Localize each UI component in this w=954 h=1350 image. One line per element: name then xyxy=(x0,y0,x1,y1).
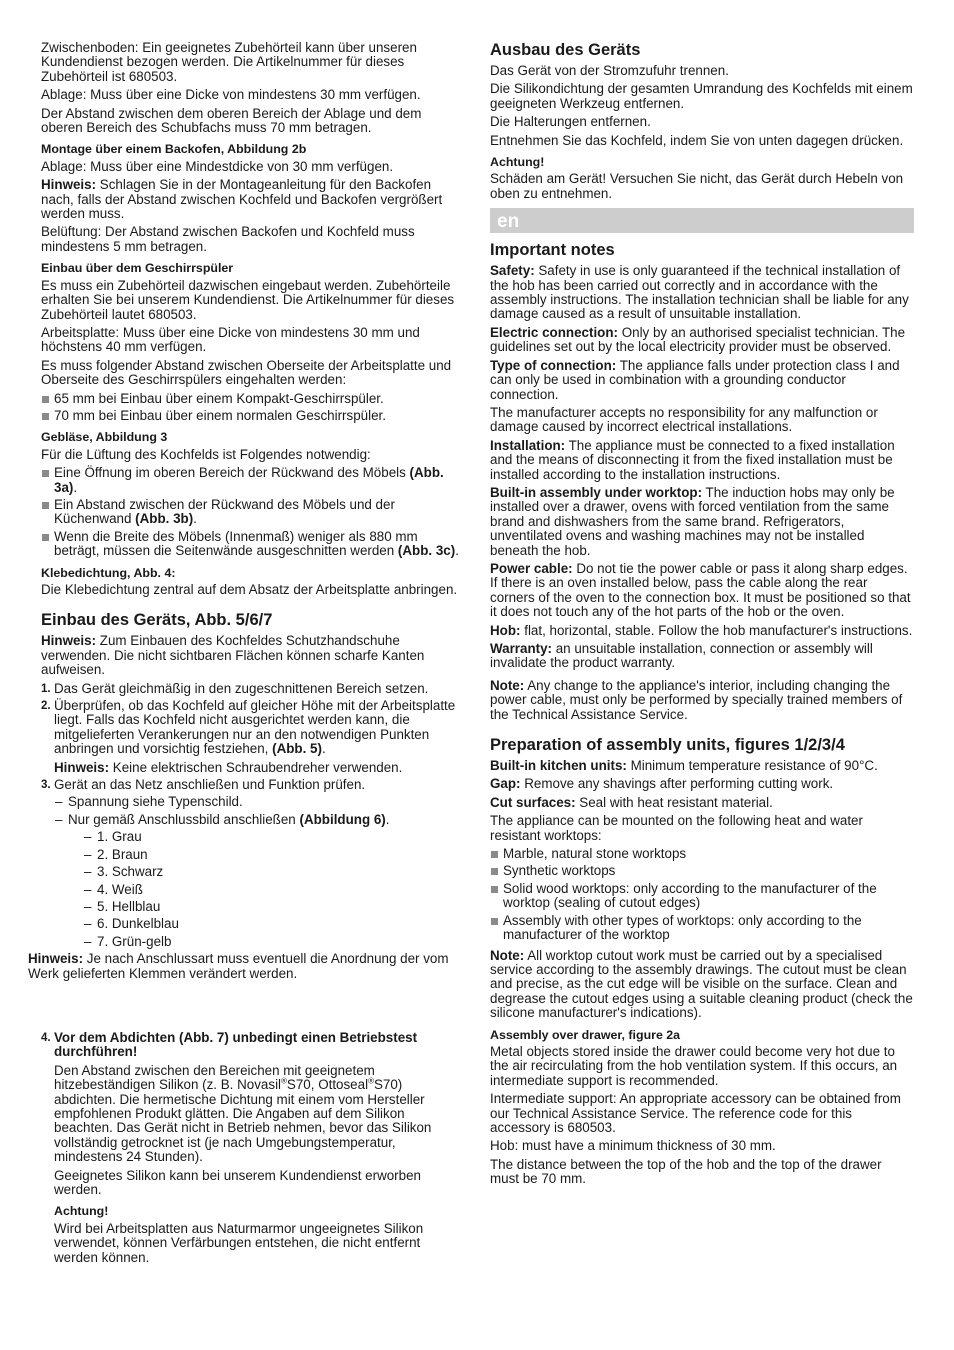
removal-text: Entnehmen Sie das Kochfeld, indem Sie von unten dagegen drücken. xyxy=(490,132,904,148)
item-text: Ein Abstand zwischen der Rückwand des Möbels und der Küchenwand xyxy=(54,496,395,527)
removal-caution-heading: Achtung! xyxy=(490,155,545,170)
note-label: Type of connection: xyxy=(490,357,617,373)
note-text: Minimum temperature resistance of 90°C. xyxy=(626,758,878,774)
note-text: All worktop cutout work must be carried out by a specialised service according to the assembly drawings. The cutout must be clean and precise, as the cut edge will be visible on the surface. Clean and degrease the cutout edges using a suitable cleaning product (check the silicone manufacturer's indications). xyxy=(490,947,913,1021)
language-bar: en xyxy=(490,208,914,233)
note-text: Remove any shavings after performing cutting work. xyxy=(520,776,834,792)
note-label: Safety: xyxy=(490,263,535,279)
left-column-bottom xyxy=(41,1031,465,1269)
note-text: Seal with heat resistant material. xyxy=(575,794,773,810)
list-item xyxy=(41,530,465,559)
note-paragraph xyxy=(490,562,914,620)
step-2-note xyxy=(54,761,465,775)
item-text: Nur gemäß Anschlussbild anschließen xyxy=(68,811,300,827)
install-heading: Einbau des Geräts, Abb. 5/6/7 xyxy=(41,611,273,630)
preparation-heading: Preparation of assembly units, figures 1/2/3/4 xyxy=(490,736,845,755)
oven-heading: Montage über einem Backofen, Abbildung 2b xyxy=(41,142,307,157)
note-label: Built-in kitchen units: xyxy=(490,758,627,774)
step-end: . xyxy=(321,741,326,757)
ventilation-text: Belüftung: Der Abstand zwischen Backofen und Kochfeld muss mindestens 5 mm betragen. xyxy=(41,224,415,254)
list-item: – 2. Braun xyxy=(83,848,465,862)
list-item: – 5. Hellblau xyxy=(83,900,465,914)
step-2 xyxy=(41,699,465,775)
item-text: Wenn die Breite des Möbels (Innenmaß) weniger als 880 mm beträgt, müssen die Seitenwände ausgeschnitten werden xyxy=(54,528,418,559)
text-part: Den Abstand zwischen den Bereichen mit geeignetem hitzebeständigen Silikon (z. B. Novasil xyxy=(54,1062,375,1093)
oven-note xyxy=(41,178,465,221)
note-text: flat, horizontal, stable. Follow the hob manufacturer's instructions. xyxy=(520,622,913,638)
figure-ref: (Abbildung 6) xyxy=(299,811,386,827)
fan-list xyxy=(41,466,465,558)
note-label: Note: xyxy=(490,677,525,693)
right-column xyxy=(490,41,914,1191)
note-label: Installation: xyxy=(490,437,566,453)
figure-ref: (Abb. 3a) xyxy=(54,465,444,495)
oven-shelf-text: Ablage: Muss über eine Mindestdicke von 30 mm verfügen. xyxy=(41,158,394,174)
caution-heading: Achtung! xyxy=(54,1204,109,1219)
step-text: Überprüfen, ob das Kochfeld auf gleicher Höhe mit der Arbeitsplatte liegt. Falls das Kochfeld nicht ausgerichtet werden kann, die mitgelieferten Verankerungen nur an den notwendigen Punkten anbringen und vorsichtig festziehen, xyxy=(54,698,456,757)
list-item: – 1. Grau xyxy=(83,830,465,844)
item-end: . xyxy=(73,479,78,495)
note-paragraph xyxy=(490,326,914,355)
note-label: Hinweis: xyxy=(41,633,97,649)
note-text: Any change to the appliance's interior, including changing the power cable, must only be performed by specially trained members of the Technical Assistance Service. xyxy=(490,677,903,722)
removal-text: Die Halterungen entfernen. xyxy=(490,114,651,130)
note-paragraph xyxy=(490,359,914,402)
note-label: Hinweis: xyxy=(54,759,110,775)
silicone-text xyxy=(54,1064,465,1165)
note-paragraph xyxy=(490,796,914,810)
figure-ref: (Abb. 3c) xyxy=(397,543,456,559)
note-label: Electric connection: xyxy=(490,324,618,340)
text-part: S70, Ottoseal xyxy=(286,1077,369,1093)
note-text: Schlagen Sie in der Montageanleitung für den Backofen nach, falls der Abstand zwischen Kochfeld und Backofen vergrößert werden muss. xyxy=(41,177,443,222)
step-3 xyxy=(41,778,465,949)
note-label: Hinweis: xyxy=(28,951,84,967)
note-paragraph xyxy=(490,624,914,638)
distance-required-text: Es muss folgender Abstand zwischen Oberseite der Arbeitsplatte und Oberseite des Geschirrspülers eingehalten werden: xyxy=(41,357,452,388)
list-item: 70 mm bei Einbau über einem normalen Geschirrspüler. xyxy=(41,409,465,423)
note-label: Built-in assembly under worktop: xyxy=(490,484,703,500)
distance-text: Der Abstand zwischen dem oberen Bereich der Ablage und dem oberen Bereich des Schubfachs muss 70 mm betragen. xyxy=(41,105,422,136)
worktops-list xyxy=(490,847,914,942)
text-part: S70) abdichten. Die hermetische Dichtung mit einem vom Hersteller empfohlenen Produkt glätten. Die Angaben auf dem Silikon beachten. Das Gerät nicht in Betrieb nehmen, bevor das Silikon vollständig getrocknet ist (je nach Umgebungstemperatur, mindestens 24 Stunden). xyxy=(54,1077,432,1165)
worktops-intro: The appliance can be mounted on the following heat and water resistant worktops: xyxy=(490,813,863,843)
list-item xyxy=(41,498,465,527)
note-paragraph xyxy=(490,439,914,482)
dishwasher-text: Es muss ein Zubehörteil dazwischen eingebaut werden. Zubehörteile erhalten Sie bei unserem Kundendienst. Die Artikelnummer für dieses Zubehörteil lautet 680503. xyxy=(41,277,455,322)
worktop-text: Arbeitsplatte: Muss über eine Dicke von mindestens 30 mm und höchstens 40 mm verfügen. xyxy=(41,324,420,355)
note-label: Warranty: xyxy=(490,641,553,656)
removal-text: Die Silikondichtung der gesamten Umrandung des Kochfelds mit einem geeigneten Werkzeug entfernen. xyxy=(490,81,913,111)
step-number: 4. xyxy=(41,1032,51,1044)
note-paragraph xyxy=(490,777,914,791)
step-number: 1. xyxy=(41,682,51,695)
item-end: . xyxy=(193,511,197,527)
step-number: 3. xyxy=(41,779,51,792)
note-paragraph xyxy=(490,264,914,322)
install-note xyxy=(41,634,465,677)
note-paragraph xyxy=(490,642,914,671)
dash-item xyxy=(54,813,465,949)
item-text: Eine Öffnung im oberen Bereich der Rückwand des Möbels xyxy=(54,465,410,481)
note-text: Safety in use is only guaranteed if the technical installation of the hob has been carried out correctly and in accordance with the assembly instructions. The installation technician shall be liable for any damage caused as a result of unsuitable installation. xyxy=(490,263,909,322)
silicone-buy-text: Geeignetes Silikon kann bei unserem Kundendienst erworben werden. xyxy=(54,1167,421,1198)
list-item: 65 mm bei Einbau über einem Kompakt-Geschirrspüler. xyxy=(41,392,465,406)
list-item: – 4. Weiß xyxy=(83,883,465,897)
seal-text: Die Klebedichtung zentral auf dem Absatz der Arbeitsplatte anbringen. xyxy=(41,582,458,597)
note-paragraph xyxy=(490,486,914,558)
removal-heading: Ausbau des Geräts xyxy=(490,41,641,59)
seal-heading: Klebedichtung, Abb. 4: xyxy=(41,565,176,580)
intermediate-support-text: Zwischenboden: Ein geeignetes Zubehörteil kann über unseren Kundendienst bezogen werden. Die Artikelnummer für dieses Zubehörteil ist 680503. xyxy=(41,40,417,84)
shelf-text: Ablage: Muss über eine Dicke von mindestens 30 mm verfügen. xyxy=(41,87,421,103)
figure-ref: (Abb. 3b) xyxy=(135,511,194,527)
note-text: Only by an authorised specialist technician. The guidelines set out by the local electricity provider must be observed. xyxy=(490,324,906,355)
dash-item: – Spannung siehe Typenschild. xyxy=(54,795,465,809)
figure-ref: (Abb. 5) xyxy=(272,741,322,757)
registered-mark: ® xyxy=(368,1076,374,1086)
caution-text: Wird bei Arbeitsplatten aus Naturmarmor ungeeignetes Silikon verwendet, können Verfärbungen entstehen, die nicht entfernt werden können. xyxy=(54,1220,424,1265)
step-text: Gerät an das Netz anschließen und Funktion prüfen. xyxy=(54,777,366,793)
note-label: Cut surfaces: xyxy=(490,794,576,810)
note-label: Gap: xyxy=(490,776,521,792)
list-item: – 7. Grün-gelb xyxy=(83,935,465,949)
dishwasher-heading: Einbau über dem Geschirrspüler xyxy=(41,261,234,276)
note-text: Zum Einbauen des Kochfeldes Schutzhandschuhe verwenden. Die nicht sichtbaren Flächen können scharfe Kanten aufweisen. xyxy=(41,633,425,678)
list-item: Assembly with other types of worktops: only according to the manufacturer of the worktop xyxy=(490,914,914,943)
note-paragraph xyxy=(490,759,914,773)
install-steps xyxy=(41,682,465,950)
list-item: Synthetic worktops xyxy=(490,864,914,878)
note-label: Hob: xyxy=(490,622,521,638)
list-item: – 6. Dunkelblau xyxy=(83,917,465,931)
note-label: Hinweis: xyxy=(41,177,97,193)
item-end: . xyxy=(385,811,390,827)
note-text: The manufacturer accepts no responsibility for any malfunction or damage caused by incorrect electrical installations. xyxy=(490,404,878,435)
drawer-distance-text: The distance between the top of the hob and the top of the drawer must be 70 mm. xyxy=(490,1156,882,1187)
note-paragraph xyxy=(490,949,914,1021)
note-text: an unsuitable installation, connection or assembly will invalidate the product warranty. xyxy=(490,641,873,671)
step-text: Vor dem Abdichten (Abb. 7) unbedingt einen Betriebstest durchführen! xyxy=(54,1030,418,1060)
wire-color-list xyxy=(68,830,465,949)
fan-intro: Für die Lüftung des Kochfelds ist Folgendes notwendig: xyxy=(41,446,371,462)
note-text: The appliance falls under protection class I and can only be used in combination with a grounding conductor connection. xyxy=(490,357,900,402)
list-item: Marble, natural stone worktops xyxy=(490,847,914,861)
note-paragraph xyxy=(490,406,914,435)
drawer-support-text: Intermediate support: An appropriate accessory can be obtained from our Technical Assistance Service. The reference code for this accessory is 680503. xyxy=(490,1091,901,1135)
item-end: . xyxy=(455,543,459,559)
important-notes-heading: Important notes xyxy=(490,241,615,260)
step-4 xyxy=(41,1031,465,1265)
registered-mark: ® xyxy=(281,1076,287,1086)
fan-heading: Gebläse, Abbildung 3 xyxy=(41,430,168,445)
dishwasher-list xyxy=(41,392,465,424)
note-paragraph xyxy=(490,679,914,722)
note-text: Do not tie the power cable or pass it along sharp edges. If there is an oven installed below, pass the cable along the rear corners of the oven to the connection box. It must be positioned so that it does not touch any of the hot parts of the hob or the oven. xyxy=(490,560,911,620)
step-3-dash-list xyxy=(54,795,465,949)
drawer-heading: Assembly over drawer, figure 2a xyxy=(490,1027,681,1042)
list-item: Solid wood worktops: only according to the manufacturer of the worktop (sealing of cutout edges) xyxy=(490,882,914,911)
note-text: The appliance must be connected to a fixed installation and the means of disconnecting it from the fixed installation must be installed according to the installation instructions. xyxy=(490,437,895,482)
list-item: – 3. Schwarz xyxy=(83,865,465,879)
removal-text: Das Gerät von der Stromzufuhr trennen. xyxy=(490,63,729,78)
note-label: Power cable: xyxy=(490,560,573,576)
step-1 xyxy=(41,682,465,696)
drawer-hob-text: Hob: must have a minimum thickness of 30 mm. xyxy=(490,1138,776,1154)
removal-caution-text: Schäden am Gerät! Versuchen Sie nicht, das Gerät durch Hebeln von oben zu entnehmen. xyxy=(490,171,904,201)
list-item xyxy=(41,466,465,495)
note-text: Keine elektrischen Schraubendreher verwenden. xyxy=(109,759,403,775)
drawer-text: Metal objects stored inside the drawer could become very hot due to the air recirculating from the hob ventilation system. If this occurs, an intermediate support is recommended. xyxy=(490,1043,898,1088)
terminal-note xyxy=(28,952,465,981)
install-steps-continued xyxy=(41,1031,465,1265)
step-text: Das Gerät gleichmäßig in den zugeschnittenen Bereich setzen. xyxy=(54,680,429,696)
note-text: Je nach Anschlussart muss eventuell die Anordnung der vom Werk gelieferten Klemmen verändert werden. xyxy=(28,951,449,981)
note-text: The induction hobs may only be installed over a drawer, ovens with forced ventilation from the same brand and dishwashers from the same brand. Refrigerators, unventilated ovens and washing machines may not be installed beneath the hob. xyxy=(490,484,895,558)
note-label: Note: xyxy=(490,947,525,963)
step-number: 2. xyxy=(41,700,51,713)
left-column xyxy=(28,40,465,985)
